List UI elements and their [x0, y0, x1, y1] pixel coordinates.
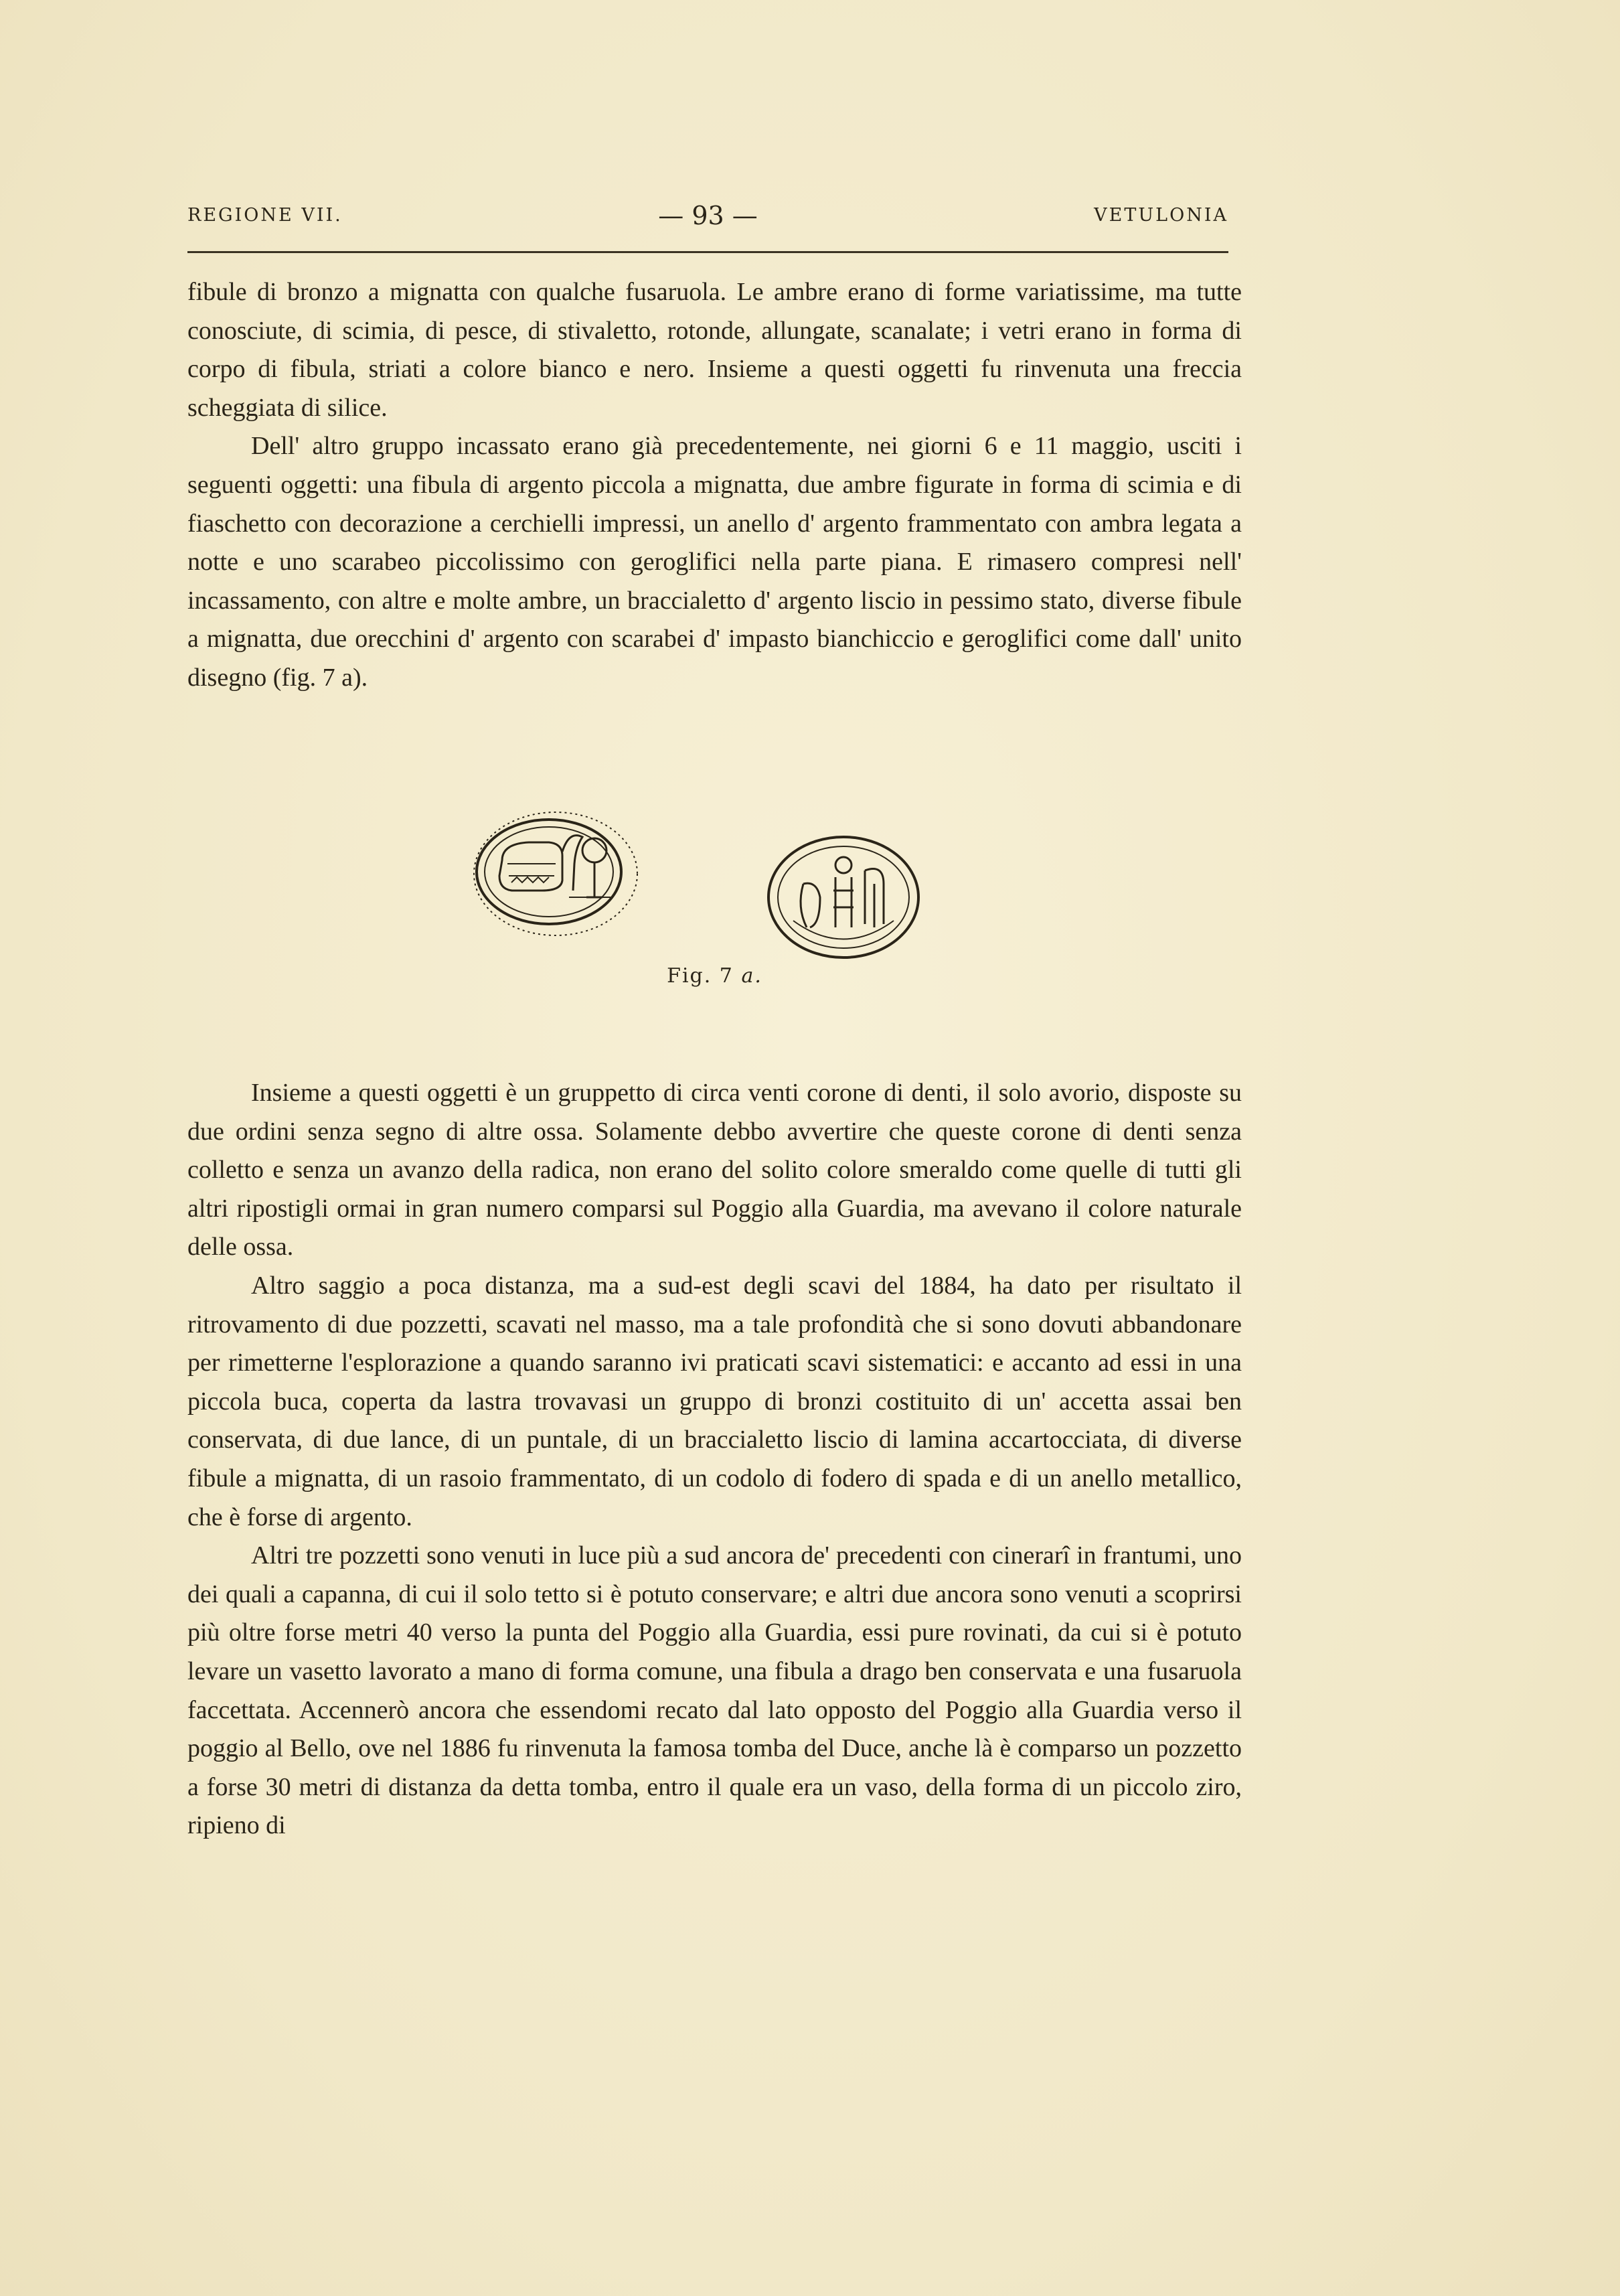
figure-caption-letter: a.	[741, 964, 762, 988]
paragraph: Insieme a questi oggetti è un gruppetto di circa venti corone di denti, il solo avorio, disposte su due ordini senza segno di altre ossa. Solamente debbo avvertire che queste corone di denti senza colletto e senza un avanzo della radica, non erano del solito colore smeraldo come quelle di tutti gli altri ripostigli ormai in gran numero comparsi sul Poggio alla Guardia, ma avevano il colore naturale delle ossa.	[187, 1079, 1242, 1261]
page-header	[187, 201, 1228, 234]
text-block-top	[187, 273, 1242, 698]
running-head-right: VETULONIA	[1094, 205, 1228, 226]
scarab-left-illustration	[474, 812, 637, 935]
text-block-bottom	[187, 1074, 1242, 1845]
figure-caption	[187, 964, 1242, 988]
figure-caption-prefix: Fig. 7	[667, 964, 734, 988]
scarab-right-illustration	[768, 837, 918, 958]
header-rule	[187, 251, 1228, 253]
paragraph: Altri tre pozzetti sono venuti in luce più a sud ancora de' precedenti con cinerarî in frantumi, uno dei quali a capanna, di cui il solo tetto si è potuto conservare; e altri due ancora sono venuti a scoprirsi più oltre forse metri 40 verso la punta del Poggio alla Guardia, essi pure rovinati, da cui si è potuto levare un vasetto lavorato a mano di forma comune, una fibula a drago ben conservata e una fusaruola faccettata. Accennerò ancora che essendomi recato dal lato opposto del Poggio alla Guardia verso il poggio al Bello, ove nel 1886 fu rinvenuta la famosa tomba del Duce, anche là è comparso un pozzetto a forse 30 metri di distanza da detta tomba, entro il quale era un vaso, della forma di un piccolo ziro, ripieno di	[187, 1541, 1242, 1840]
paragraph: Dell' altro gruppo incassato erano già precedentemente, nei giorni 6 e 11 maggio, usciti i seguenti oggetti: una fibula di argento piccola a mignatta, due ambre figurate in forma di scimia e di fiaschetto con decorazione a cerchielli impressi, un anello d' argento frammentato con ambra legata a notte e uno scarabeo piccolissimo con geroglifici nella parte piana. E rimasero compresi nell' incassamento, con altre e molte ambre, un braccialetto d' argento liscio in pessimo stato, diverse fibule a mignatta, due orecchini d' argento con scarabei d' impasto bianchiccio e geroglifici come dall' unito disegno (fig. 7 a).	[187, 432, 1242, 692]
running-head-left: REGIONE VII.	[187, 205, 343, 226]
paragraph: Altro saggio a poca distanza, ma a sud-est degli scavi del 1884, ha dato per risultato il ritrovamento di due pozzetti, scavati nel masso, ma a tale profondità che si sono dovuti abbandonare per rimetterne l'esplorazione a quando saranno ivi praticati scavi sistematici: e accanto ad essi in una piccola buca, coperta da lastra trovavasi un gruppo di bronzi costituito di un' accetta assai ben conservata, di due lance, di un puntale, di un braccialetto liscio di lamina accartocciata, di diverse fibule a mignatta, di un rasoio frammentato, di un codolo di fodero di spada e di un anello metallico, che è forse di argento.	[187, 1271, 1242, 1531]
page-number: — 93 —	[658, 201, 758, 230]
paragraph: fibule di bronzo a mignatta con qualche fusaruola. Le ambre erano di forme variatissime, ma tutte conosciute, di scimia, di pesce, di stivaletto, rotonde, allungate, scanalate; i vetri erano in forma di corpo di fibula, striati a colore bianco e nero. Insieme a questi oggetti fu rinvenuta una freccia scheggiata di silice.	[187, 278, 1242, 422]
